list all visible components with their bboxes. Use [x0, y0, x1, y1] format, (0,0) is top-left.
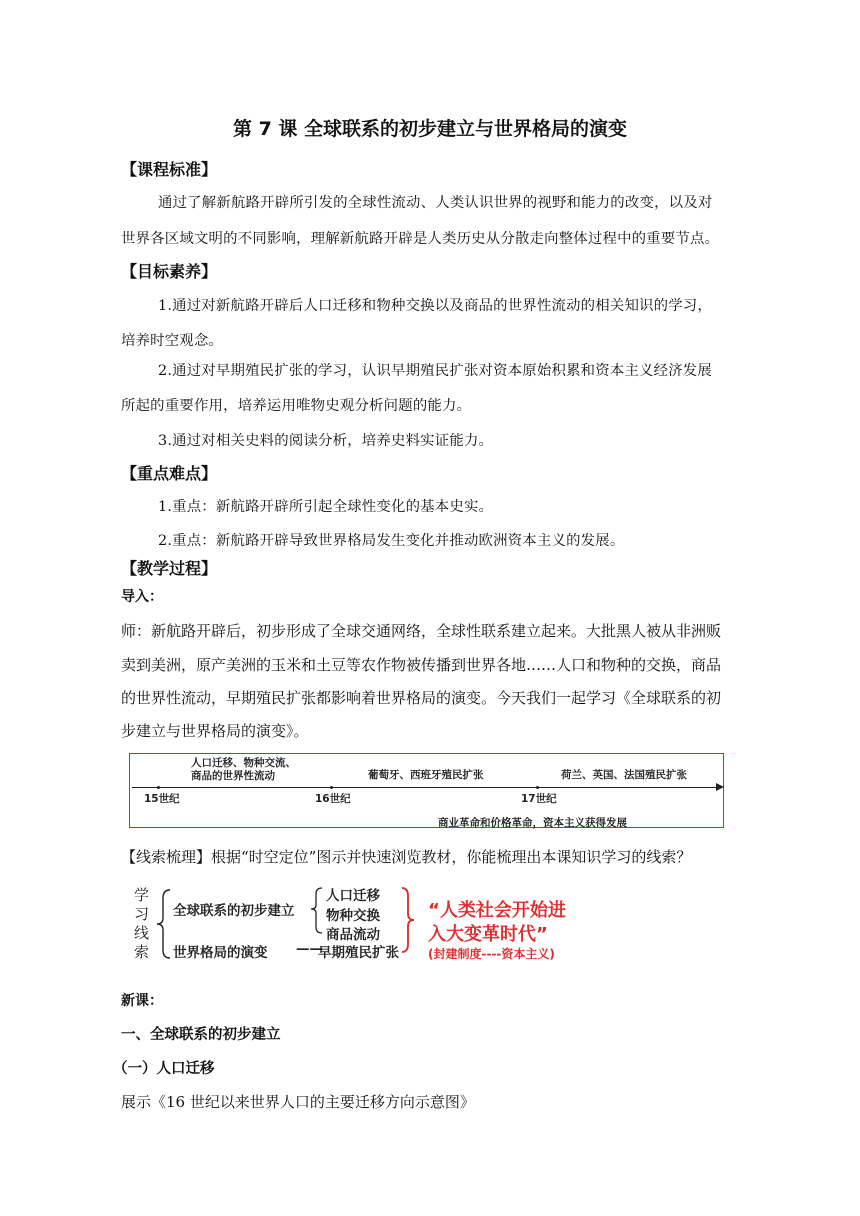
goal-1-line-2: 培养时空观念。 [121, 333, 224, 349]
subsection-population-migration: （一）人口迁移 [113, 1061, 215, 1077]
clue-vertical-char-3: 线 [134, 924, 150, 942]
timeline-arrow-icon [716, 783, 724, 791]
timeline-tick-label-16: 16世纪 [315, 793, 351, 805]
timeline-label-netherlands-britain-france: 荷兰、英国、法国殖民扩张 [561, 769, 687, 781]
heading-curriculum-standard: 【课程标准】 [121, 160, 218, 179]
goal-2-line-2: 所起的重要作用，培养运用唯物史观分析问题的能力。 [121, 398, 472, 414]
timeline-label-commodities: 商品的世界性流动 [191, 770, 275, 782]
goal-2-line-1: 2.通过对早期殖民扩张的学习，认识早期殖民扩张对资本原始积累和资本主义经济发展 [158, 363, 712, 379]
timeline-label-migration: 人口迁移、物种交流、 [191, 757, 296, 769]
show-migration-map: 展示《16 世纪以来世界人口的主要迁移方向示意图》 [121, 1093, 475, 1111]
curriculum-standard-line-1: 通过了解新航路开辟所引发的全球性流动、人类认识世界的视野和能力的改变，以及对 [158, 195, 713, 211]
intro-label: 导入： [121, 589, 163, 605]
heading-teaching-process: 【教学过程】 [121, 559, 218, 578]
intro-paragraph-line-2: 卖到美洲，原产美洲的玉米和土豆等农作物被传播到世界各地……人口和物种的交换，商品 [121, 656, 722, 674]
clue-prompt: 【线索梳理】根据“时空定位”图示并快速浏览教材，你能梳理出本课知识学习的线索？ [121, 848, 692, 866]
section-global-connection: 一、全球联系的初步建立 [121, 1027, 281, 1043]
clue-vertical-char-2: 习 [134, 905, 150, 923]
timeline-tick-15 [157, 786, 160, 789]
key-point-2: 2.重点：新航路开辟导致世界格局发生变化并推动欧洲资本主义的发展。 [158, 533, 625, 549]
clue-branch-world-pattern: 世界格局的演变 [173, 945, 268, 961]
intro-paragraph-line-3: 的世界性流动，早期殖民扩张都影响着世界格局的演变。今天我们一起学习《全球联系的初 [121, 689, 722, 707]
timeline-axis [132, 787, 720, 788]
curriculum-standard-line-2: 世界各区域文明的不同影响，理解新航路开辟是人类历史从分散走向整体过程中的重要节点。 [121, 231, 720, 247]
timeline-label-portugal-spain: 葡萄牙、西班牙殖民扩张 [368, 769, 484, 781]
timeline-tick-label-15: 15世纪 [144, 793, 180, 805]
clue-sub-commodities: 商品流动 [326, 927, 380, 943]
clue-conclusion-line-1: “人类社会开始进 [428, 900, 566, 921]
new-lesson-label: 新课： [121, 993, 163, 1009]
clue-connector: —— [296, 941, 323, 957]
key-point-1: 1.重点：新航路开辟所引起全球性变化的基本史实。 [158, 499, 494, 515]
clue-sub-migration: 人口迁移 [326, 888, 380, 904]
clue-branch-global-connection: 全球联系的初步建立 [173, 903, 295, 919]
clue-sub-colonial-expansion: 早期殖民扩张 [318, 945, 399, 961]
clue-conclusion-line-3: (封建制度----资本主义) [428, 947, 555, 961]
lesson-title: 第 7 课 全球联系的初步建立与世界格局的演变 [232, 118, 628, 140]
clue-conclusion-line-2: 入大变革时代” [428, 924, 548, 945]
clue-vertical-char-1: 学 [134, 886, 150, 904]
timeline-label-commercial-revolution: 商业革命和价格革命，资本主义获得发展 [438, 817, 627, 829]
timeline-tick-label-17: 17世纪 [521, 793, 557, 805]
clue-vertical-char-4: 索 [134, 943, 150, 961]
heading-key-points: 【重点难点】 [121, 464, 218, 483]
intro-paragraph-line-1: 师：新航路开辟后，初步形成了全球交通网络，全球性联系建立起来。大批黑人被从非洲贩 [121, 622, 722, 640]
clue-sub-species: 物种交换 [326, 908, 380, 924]
heading-goals: 【目标素养】 [121, 262, 218, 281]
intro-paragraph-line-4: 步建立与世界格局的演变》。 [121, 722, 309, 740]
goal-1-line-1: 1.通过对新航路开辟后人口迁移和物种交换以及商品的世界性流动的相关知识的学习， [158, 298, 712, 314]
goal-3: 3.通过对相关史料的阅读分析，培养史料实证能力。 [158, 433, 494, 449]
timeline-tick-16 [330, 786, 333, 789]
timeline-tick-17 [536, 786, 539, 789]
